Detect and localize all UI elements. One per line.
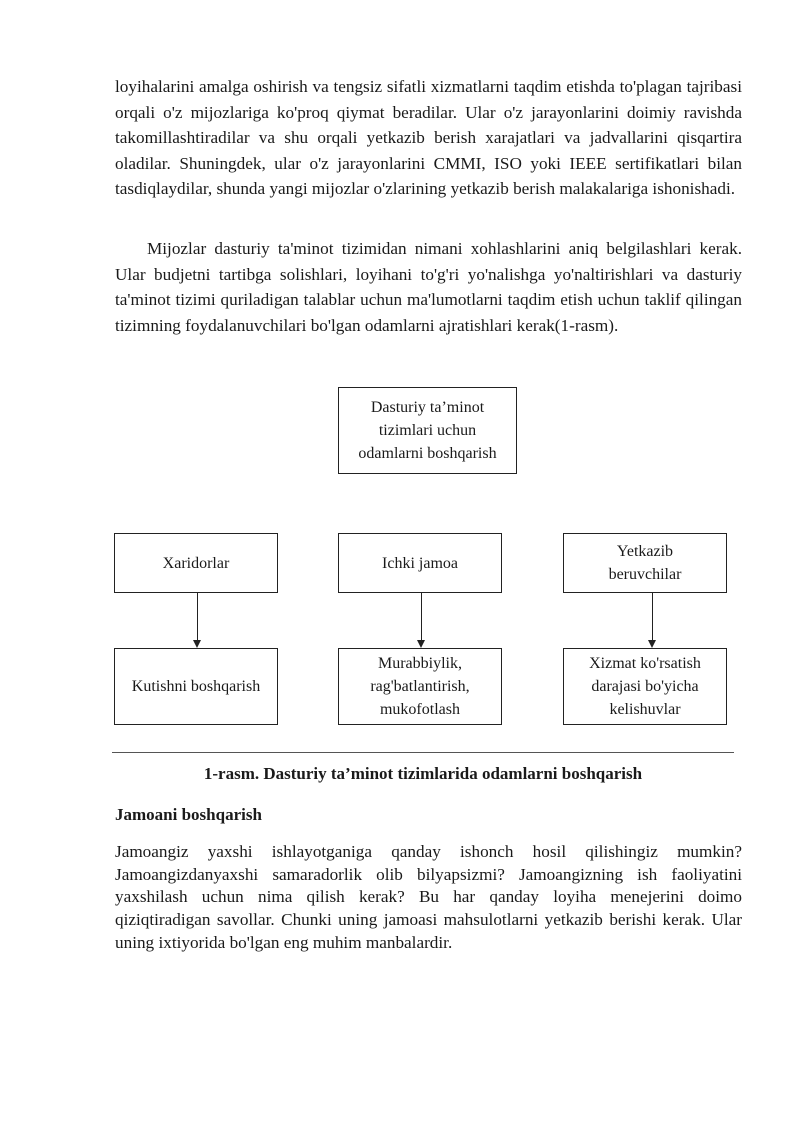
arrow-customers [197,593,198,640]
arrowhead-internal-team [417,640,425,648]
diagram-box-mentoring [338,648,502,725]
paragraph-team: Jamoangiz yaxshi ishlayotganiga qanday ishonch hosil qilishingiz mumkin? Jamoangizdanyaxshi samaradorlik olib bilyapsizmi? Jamoangizning ish faoliyatini yaxshilash uchun nima qilish kerak? Bu har qanday loyiha menejerini doimo qiziqtiradigan savollar. Chunki uning jamoasi mahsulotlarni yetkazib berishi kerak. Ular uning ixtiyorida bo'lgan eng muhim manbalardir. [115,842,742,952]
diagram-sla-line-1: Xizmat ko'rsatish [589,655,701,672]
diagram-top-line-2: tizimlari uchun [378,422,477,439]
arrowhead-customers [193,640,201,648]
diagram-suppliers-line-1: Yetkazib [616,543,674,560]
diagram-box-internal-team [338,533,502,593]
diagram-top-line-1: Dasturiy ta’minot [370,399,485,416]
paragraph-clients: Mijozlar dasturiy ta'minot tizimidan nimani xohlashlarini aniq belgilashlari kerak. Ular budjetni tartibga solishlari, loyihani to'g'ri yo'nalishga yo'naltirishlari va dasturiy ta'minot tizimi quriladigan talablar uchun ma'lumotlarni taqdim etish uchun taklif qilingan tizimning foydalanuvchilari bo'lgan odamlarni ajratishlari kerak(1-rasm). [115,239,742,335]
arrow-suppliers [652,593,653,640]
diagram-top-box [338,387,517,474]
diagram-sla-line-3: kelishuvlar [609,701,681,718]
paragraph-intro: loyihalarini amalga oshirish va tengsiz sifatli xizmatlarni taqdim etishda to'plagan tajribasi orqali o'z mijozlariga ko'proq qiymat beradilar. Ular o'z jarayonlarini doimiy ravishda takomillashtiradilar va shu orqali yetkazib berish xarajatlari va jadvallarini qisqartira oladilar. Shuningdek, ular o'z jarayonlarini CMMI, ISO yoki IEEE sertifikatlari bilan tasdiqlaydilar, shunda yangi mijozlar o'zlarining yetkazib berish malakalariga ishonishadi. [115,77,742,198]
diagram-mentoring-line-2: rag'batlantirish, [370,678,470,695]
diagram-box-customers [114,533,278,593]
caption-rule [112,752,734,753]
figure-caption: 1-rasm. Dasturiy ta’minot tizimlarida odamlarni boshqarish [203,764,643,783]
diagram-mentoring-line-1: Murabbiylik, [377,655,462,672]
arrow-internal-team [421,593,422,640]
diagram-box-sla [563,648,727,725]
diagram-expectation-mgmt-label: Kutishni boshqarish [131,678,261,695]
diagram-sla-line-2: darajasi bo'yicha [591,678,699,695]
diagram-top-line-3: odamlarni boshqarish [358,445,497,462]
diagram-box-expectation-mgmt [114,648,278,725]
arrowhead-suppliers [648,640,656,648]
diagram-internal-team-label: Ichki jamoa [382,554,458,572]
diagram-customers-label: Xaridorlar [162,554,230,572]
section-heading: Jamoani boshqarish [115,805,262,824]
diagram-mentoring-line-3: mukofotlash [379,701,460,718]
diagram-box-suppliers [563,533,727,593]
diagram-suppliers-line-2: beruvchilar [608,566,682,583]
